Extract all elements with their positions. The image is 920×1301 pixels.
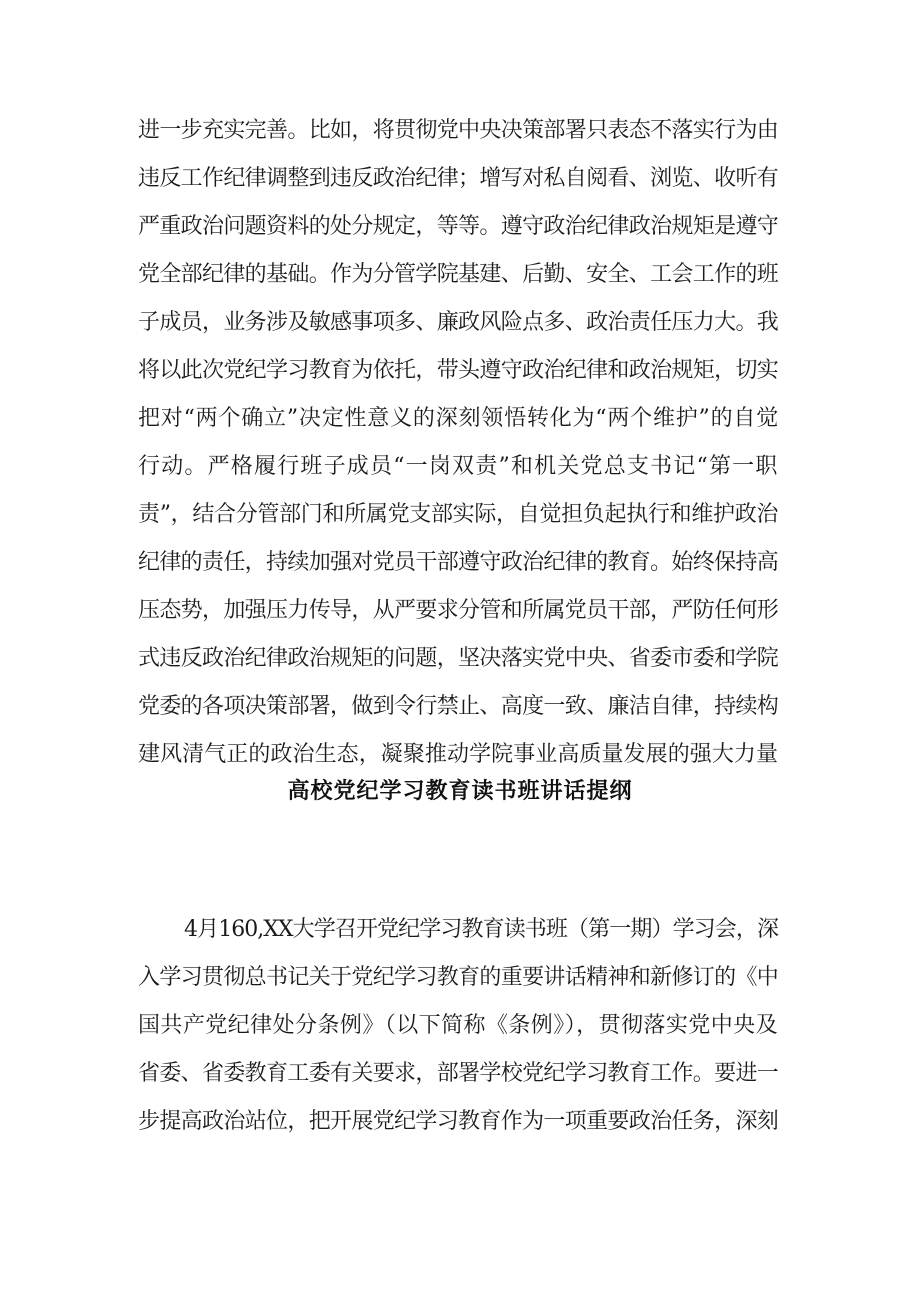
paragraph-line: 党委的各项决策部署，做到令行禁止、高度一致、廉洁自律，持续构 [138,694,778,719]
document-title: 高校党纪学习教育读书班讲话提纲 [287,779,633,804]
paragraph-line: 党全部纪律的基础。作为分管学院基建、后勤、安全、工会工作的班 [138,262,778,287]
paragraph-line: 行动。严格履行班子成员“一岗双责”和机关党总支书记“第一职 [138,454,779,479]
paragraph-line: 违反工作纪律调整到违反政治纪律；增写对私自阅看、浏览、收听有 [138,166,778,191]
paragraph-line: 责”，结合分管部门和所属党支部实际，自觉担负起执行和维护政治 [138,502,778,527]
paragraph-line: 进一步充实完善。比如，将贯彻党中央决策部署只表态不落实行为由 [138,118,778,143]
paragraph-line: 纪律的责任，持续加强对党员干部遵守政治纪律的教育。始终保持高 [138,550,778,575]
paragraph-line: 式违反政治纪律政治规矩的问题，坚决落实党中央、省委市委和学院 [138,646,778,671]
paragraph-line: 4月160,XX大学召开党纪学习教育读书班（第一期）学习会，深 [184,917,778,942]
paragraph-line: 建风清气正的政治生态，凝聚推动学院事业高质量发展的强大力量 [138,742,778,767]
paragraph-line: 严重政治问题资料的处分规定，等等。遵守政治纪律政治规矩是遵守 [138,214,778,239]
paragraph-line: 省委、省委教育工委有关要求，部署学校党纪学习教育工作。要进一 [138,1061,778,1086]
paragraph-line: 把对“两个确立”决定性意义的深刻领悟转化为“两个维护”的自觉 [138,406,779,431]
paragraph-line: 入学习贯彻总书记关于党纪学习教育的重要讲话精神和新修订的《中 [138,965,778,990]
paragraph-line: 压态势，加强压力传导，从严要求分管和所属党员干部，严防任何形 [138,598,778,623]
paragraph-line: 步提高政治站位，把开展党纪学习教育作为一项重要政治任务，深刻 [138,1109,778,1134]
paragraph-line: 子成员，业务涉及敏感事项多、廉政风险点多、政治责任压力大。我 [138,310,778,335]
paragraph-line: 国共产党纪律处分条例》（以下简称《条例》），贯彻落实党中央及 [138,1013,778,1038]
paragraph-line: 将以此次党纪学习教育为依托，带头遵守政治纪律和政治规矩，切实 [138,358,778,383]
